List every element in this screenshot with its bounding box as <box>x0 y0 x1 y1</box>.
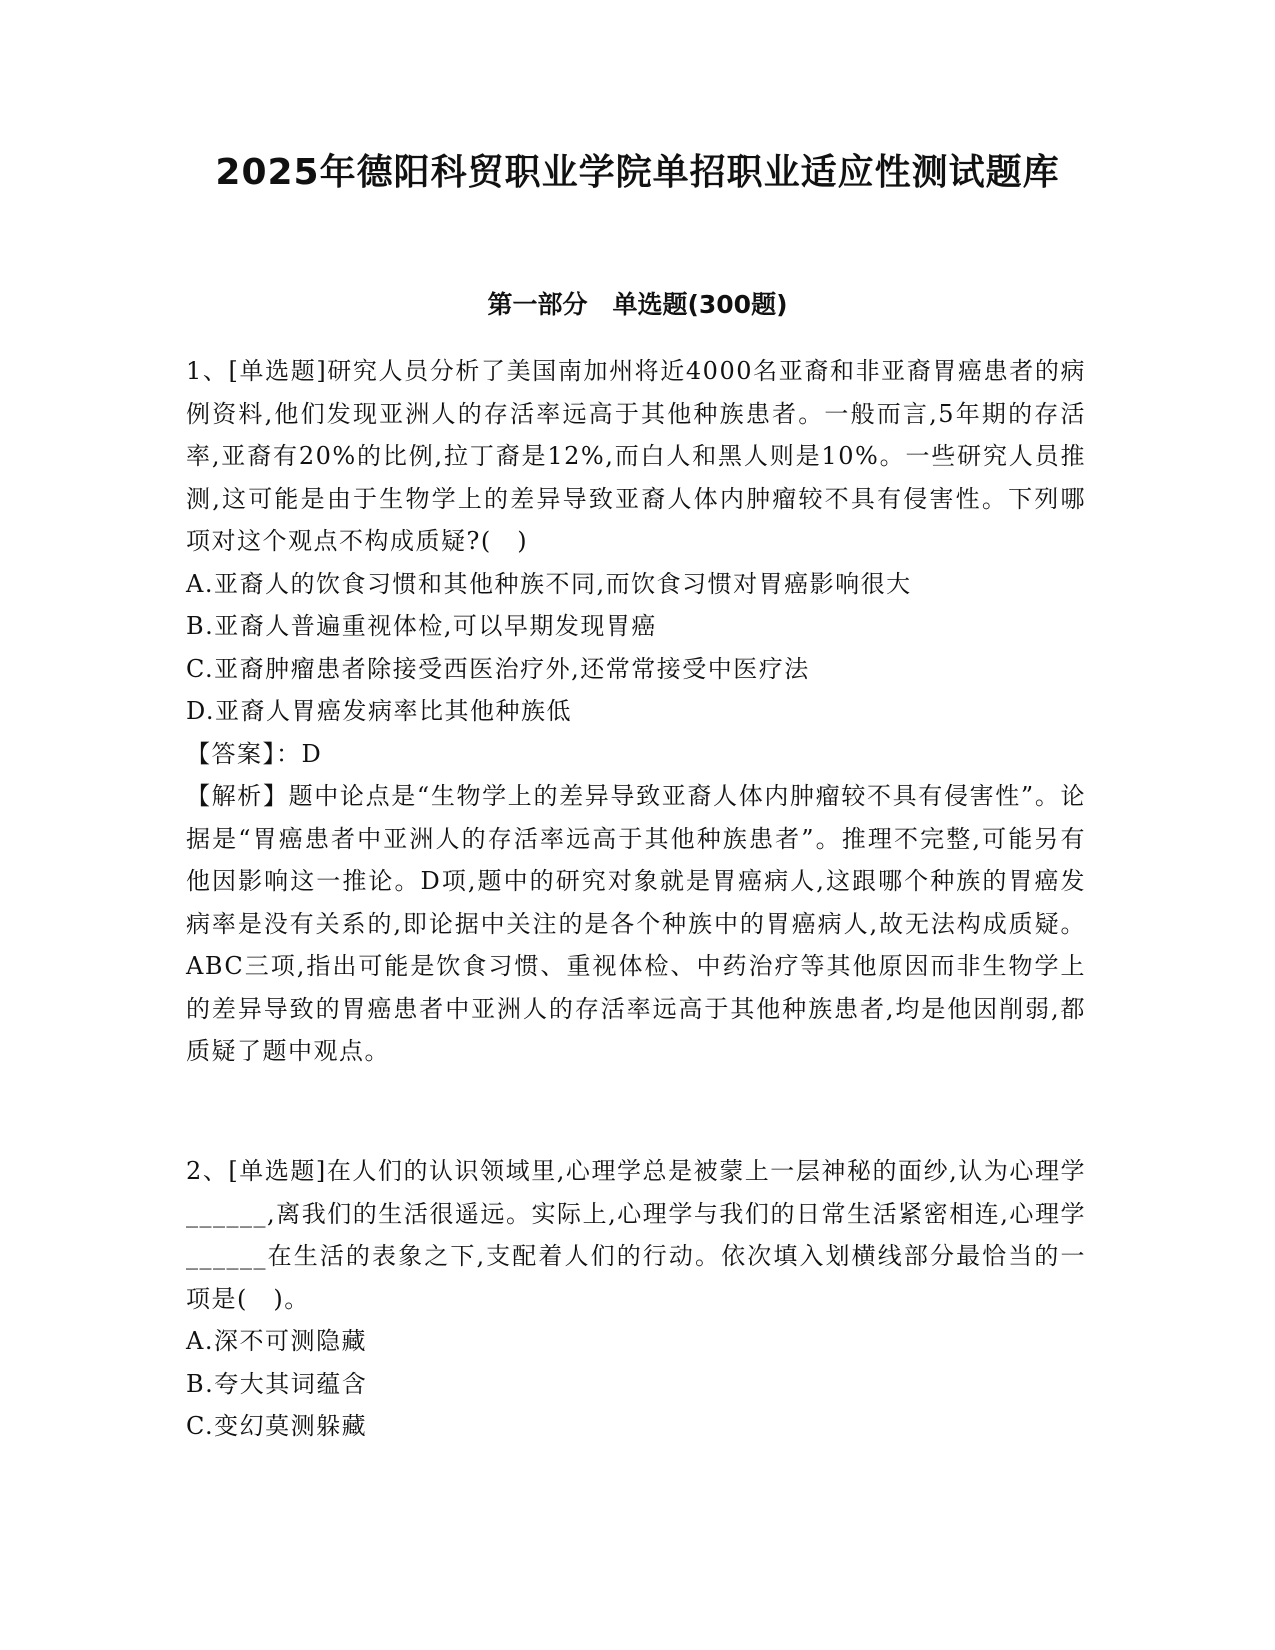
question-option-d: D.亚裔人胃癌发病率比其他种族低 <box>186 697 573 725</box>
question-stem: 2、[单选题]在人们的认识领域里,心理学总是被蒙上一层神秘的面纱,认为心理学______,离我们的生活很遥远。实际上,心理学与我们的日常生活紧密相连,心理学______在生活的表象之下,支配着人们的行动。依次填入划横线部分最恰当的一项是( )。 <box>186 1157 1086 1313</box>
question-option-a: A.深不可测隐藏 <box>186 1327 367 1355</box>
document-title: 2025年德阳科贸职业学院单招职业适应性测试题库 <box>215 152 1060 193</box>
question-explanation: 【解析】题中论点是“生物学上的差异导致亚裔人体内肿瘤较不具有侵害性”。论据是“胃癌患者中亚洲人的存活率远高于其他种族患者”。推理不完整,可能另有他因影响这一推论。D项,题中的研究对象就是胃癌病人,这跟哪个种族的胃癌发病率是没有关系的,即论据中关注的是各个种族中的胃癌病人,故无法构成质疑。ABC三项,指出可能是饮食习惯、重视体检、中药治疗等其他原因而非生物学上的差异导致的胃癌患者中亚洲人的存活率远高于其他种族患者,均是他因削弱,都质疑了题中观点。 <box>186 782 1086 1065</box>
question-1 <box>186 350 1086 1073</box>
question-option-c: C.亚裔肿瘤患者除接受西医治疗外,还常常接受中医疗法 <box>186 654 810 683</box>
question-option-a: A.亚裔人的饮食习惯和其他种族不同,而饮食习惯对胃癌影响很大 <box>186 569 912 598</box>
question-option-c: C.变幻莫测躲藏 <box>186 1412 368 1440</box>
question-option-b: B.亚裔人普遍重视体检,可以早期发现胃癌 <box>186 612 657 640</box>
question-answer: 【答案】：D <box>186 739 323 768</box>
question-2 <box>186 1150 1086 1448</box>
section-title: 第一部分 单选题(300题) <box>487 290 788 319</box>
question-option-b: B.夸大其词蕴含 <box>186 1369 368 1398</box>
question-stem: 1、[单选题]研究人员分析了美国南加州将近4000名亚裔和非亚裔胃癌患者的病例资料,他们发现亚洲人的存活率远高于其他种族患者。一般而言,5年期的存活率,亚裔有20%的比例,拉丁裔是12%,而白人和黑人则是10%。一些研究人员推测,这可能是由于生物学上的差异导致亚裔人体内肿瘤较不具有侵害性。下列哪项对这个观点不构成质疑?( ) <box>186 357 1086 555</box>
